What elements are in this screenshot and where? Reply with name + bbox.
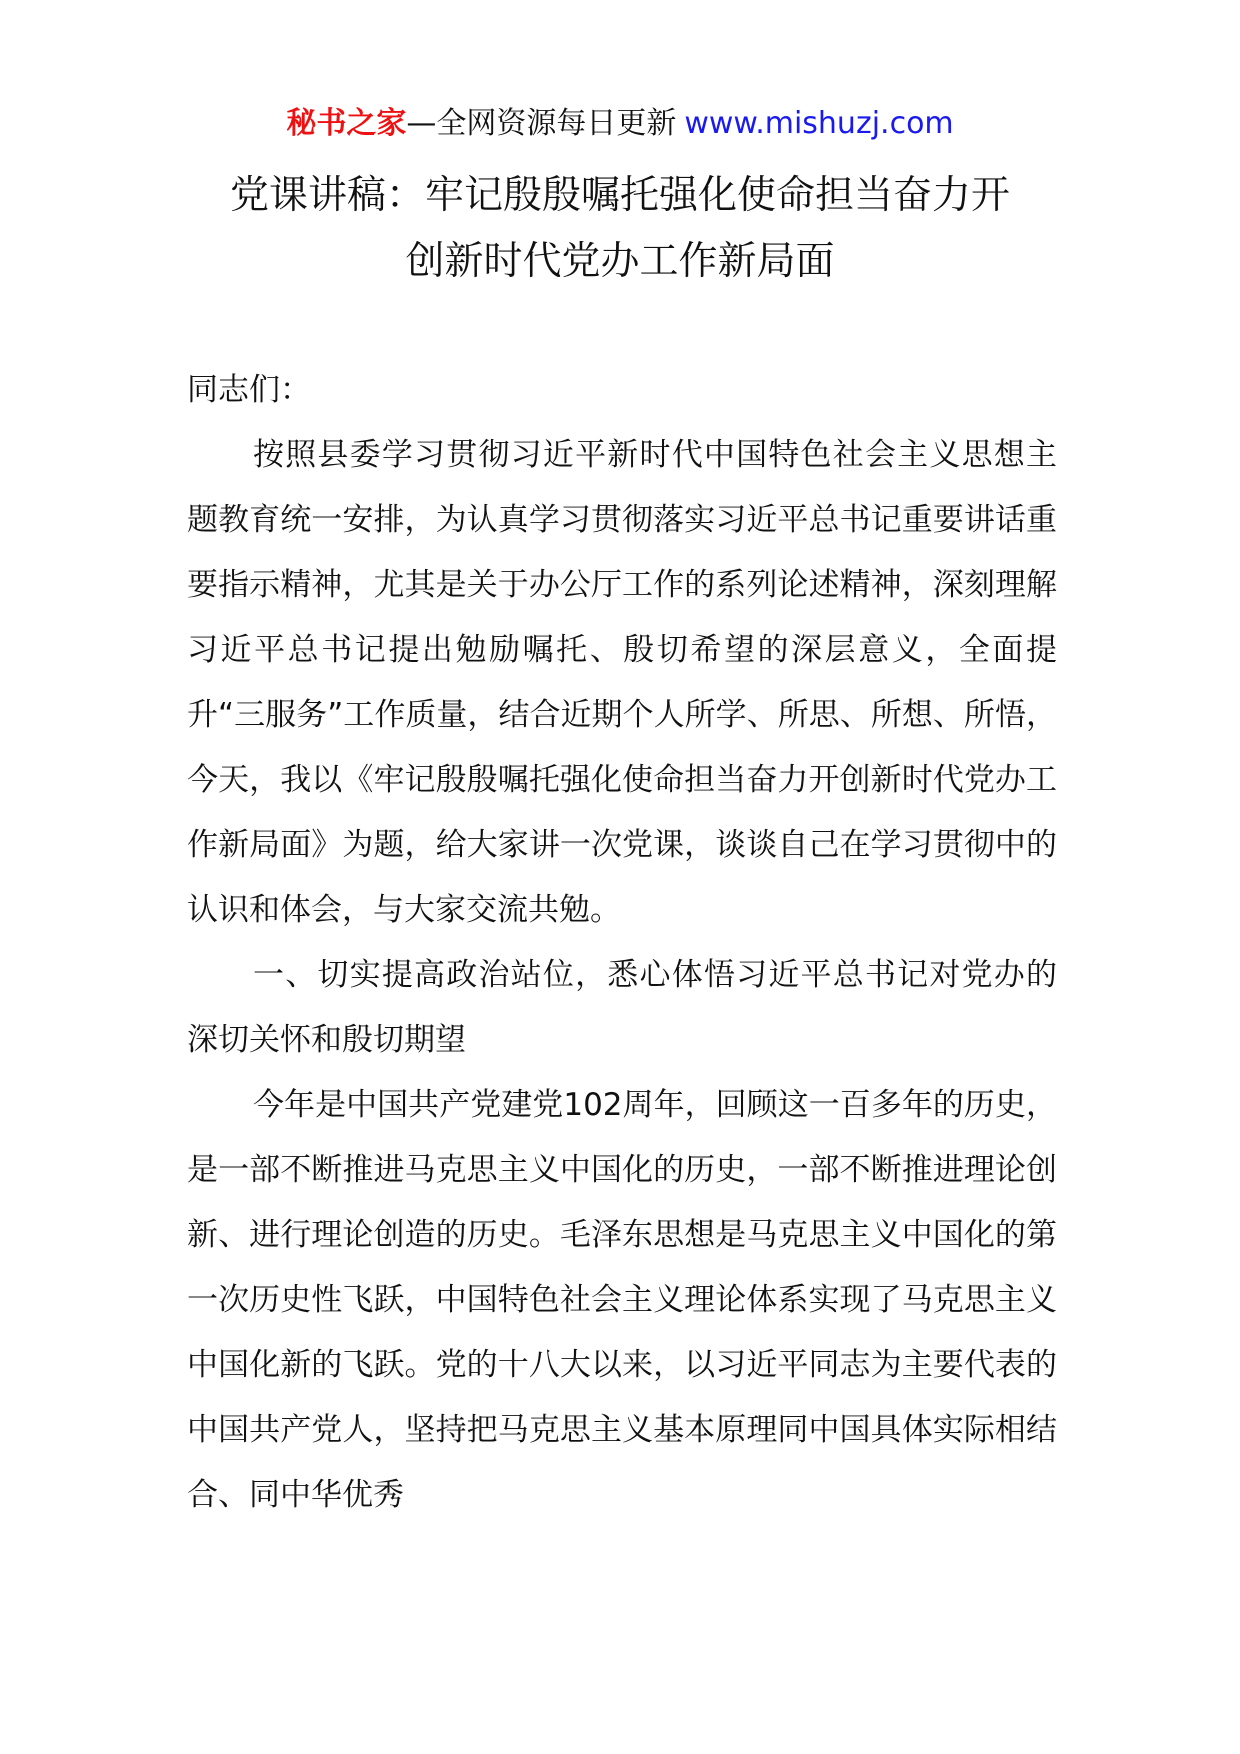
site-header: [0, 104, 1240, 144]
site-name: 秘书之家: [286, 106, 407, 141]
site-tagline: —全网资源每日更新: [406, 106, 677, 141]
body-paragraph: 今年是中国共产党建党102周年，回顾这一百多年的历史，是一部不断推进马克思主义中国化的历史，一部不断推进理论创新、进行理论创造的历史。毛泽东思想是马克思主义中国化的第一次历史性飞跃，中国特色社会主义理论体系实现了马克思主义中国化新的飞跃。党的十八大以来，以习近平同志为主要代表的中国共产党人，坚持把马克思主义基本原理同中国具体实际相结合、同中华优秀: [187, 1087, 1057, 1513]
salutation: 同志们：: [187, 372, 311, 408]
section-heading-1: 一、切实提高政治站位，悉心体悟习近平总书记对党办的深切关怀和殷切期望: [187, 957, 1057, 1058]
intro-paragraph: 按照县委学习贯彻习近平新时代中国特色社会主义思想主题教育统一安排，为认真学习贯彻落实习近平总书记重要讲话重要指示精神，尤其是关于办公厅工作的系列论述精神，深刻理解习近平总书记提出勉励嘱托、殷切希望的深层意义，全面提升“三服务”工作质量，结合近期个人所学、所思、所想、所悟，今天，我以《牢记殷殷嘱托强化使命担当奋力开创新时代党办工作新局面》为题，给大家讲一次党课，谈谈自己在学习贯彻中的认识和体会，与大家交流共勉。: [187, 437, 1057, 928]
site-url-link[interactable]: www.mishuzj.com: [684, 106, 954, 141]
document-title: [150, 163, 1090, 295]
document-body: [187, 358, 1057, 1528]
title-line-1: 党课讲稿：牢记殷殷嘱托强化使命担当奋力开: [229, 173, 1010, 218]
title-line-2: 创新时代党办工作新局面: [405, 239, 835, 284]
